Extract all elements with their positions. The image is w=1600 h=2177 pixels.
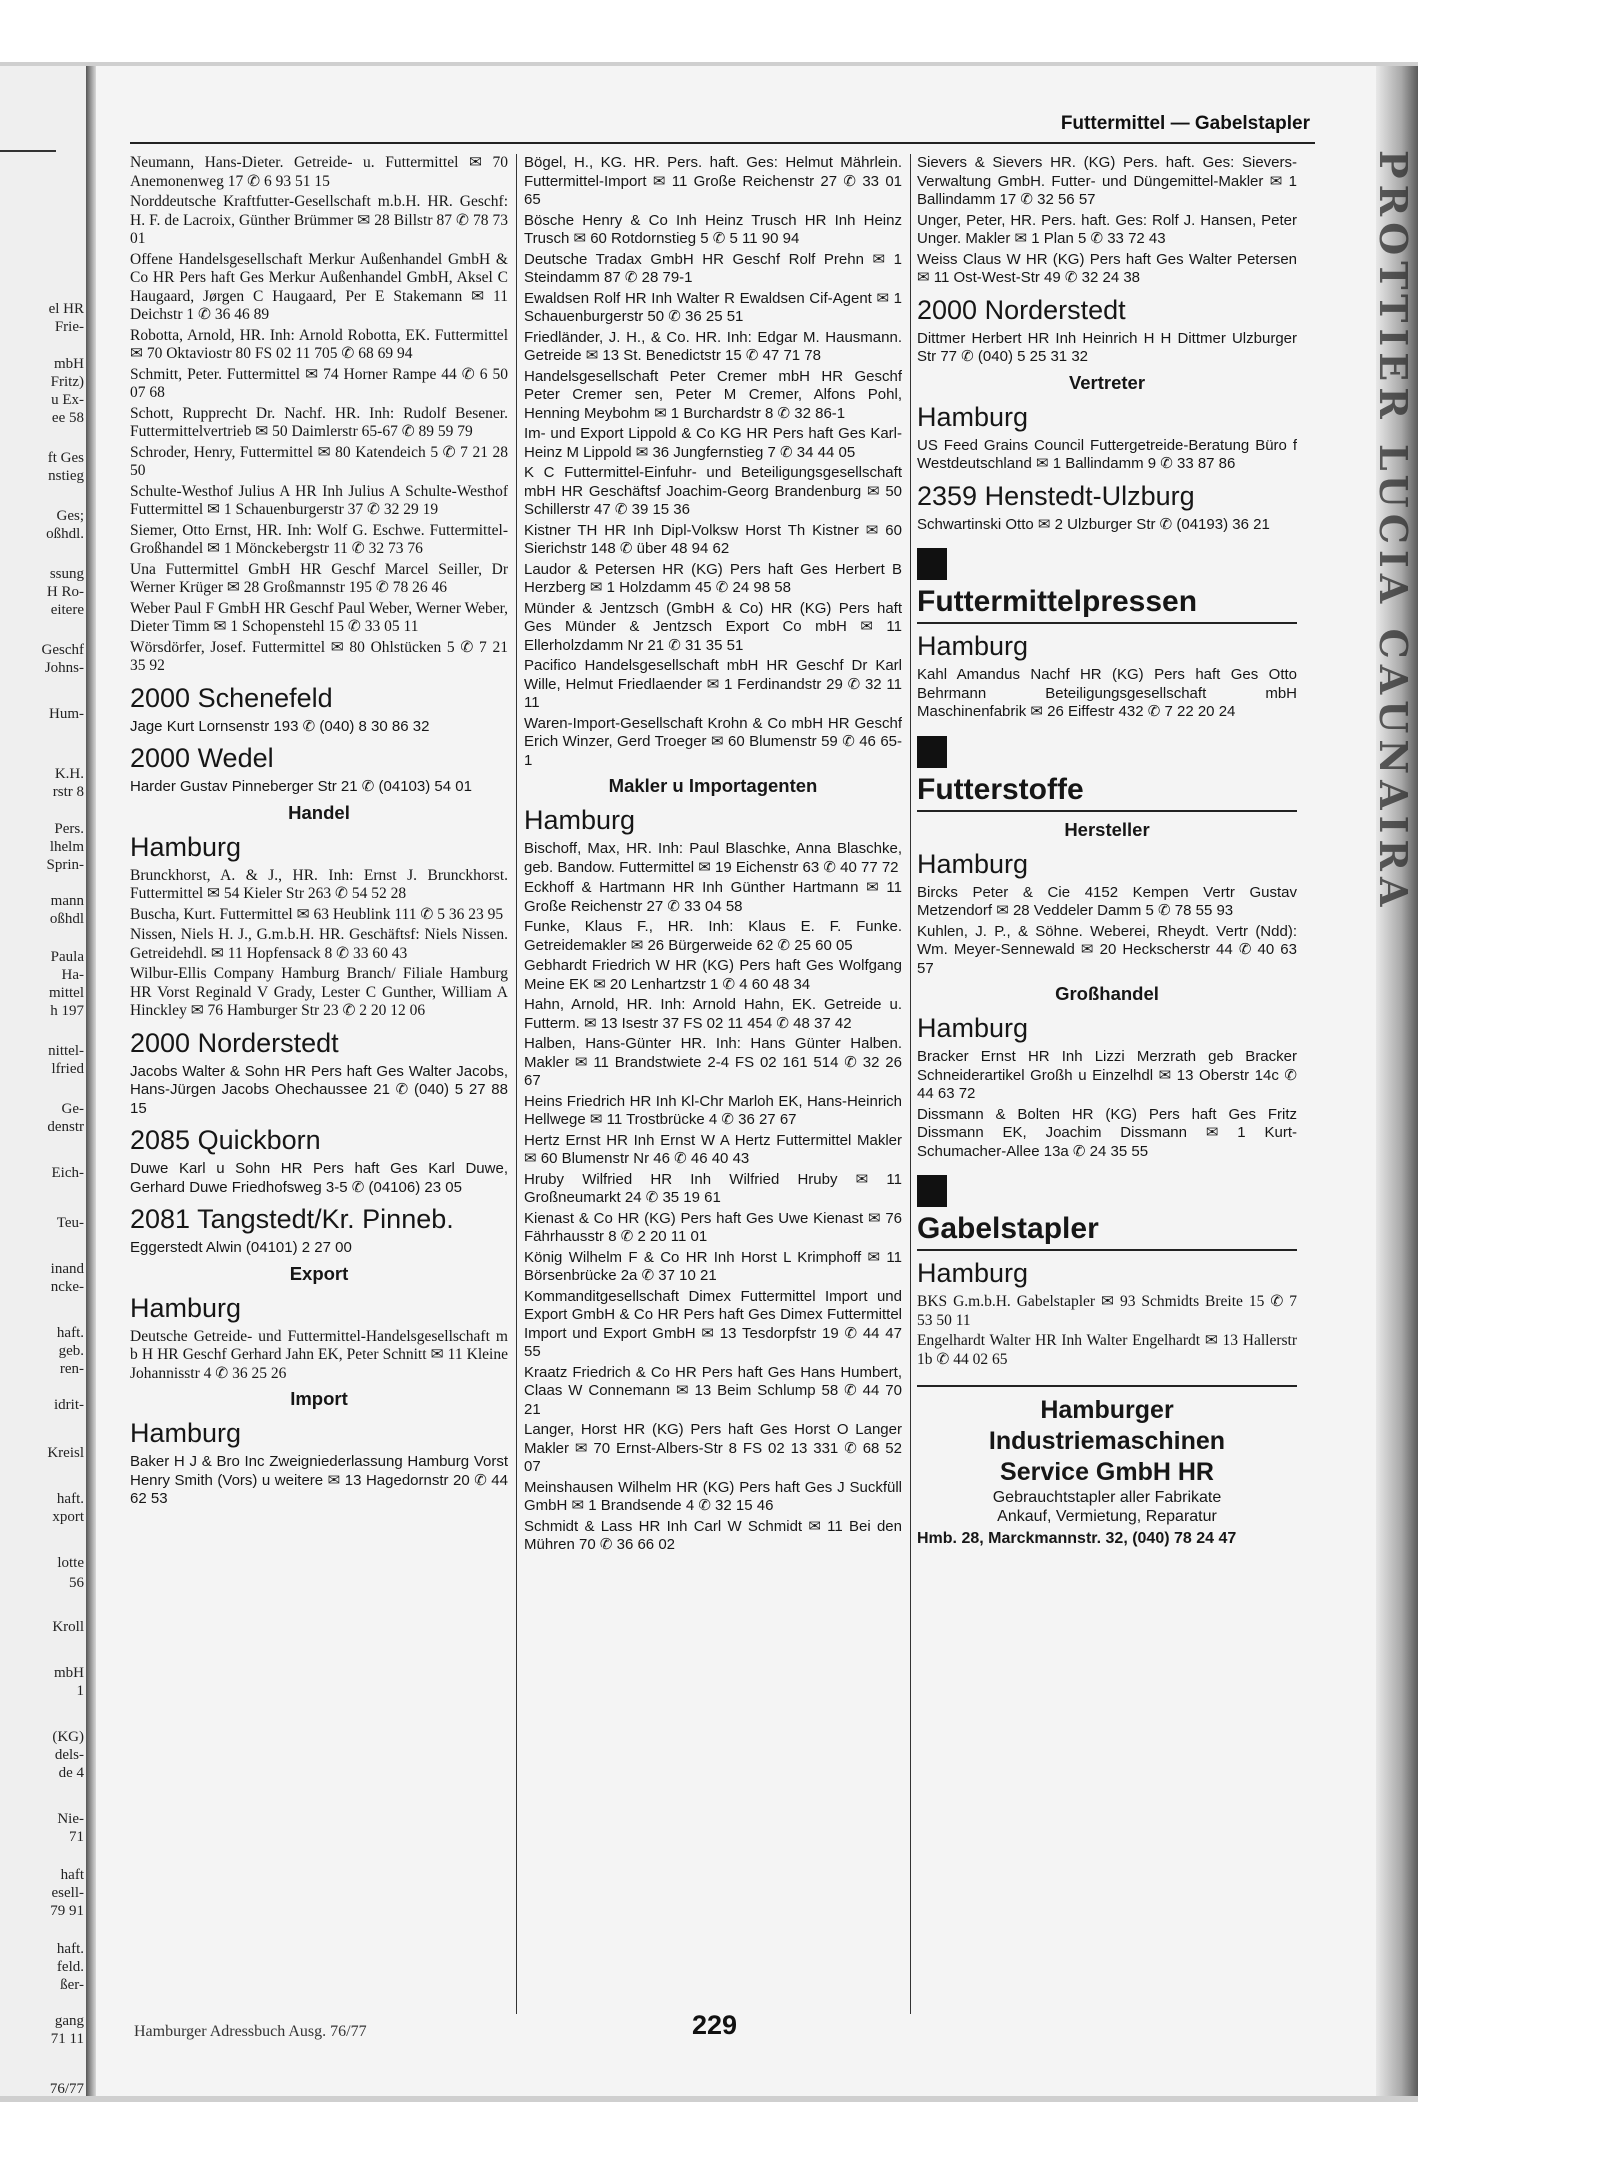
entry: Dissmann & Bolten HR (KG) Pers haft Ges Fritz Dissmann EK, Joachim Dissmann ✉ 1 Kurt-Schumacher-Allee 13a ✆ 24 35 55 <box>917 1105 1297 1160</box>
left-page-fragment: inand <box>50 1261 84 1277</box>
left-page-fragment: Paula <box>50 949 84 965</box>
left-page-fragment: lfried <box>51 1061 84 1077</box>
entry: Pacifico Handelsgesellschaft mbH HR Geschf Dr Karl Wille, Helmut Friedlaender ✉ 1 Ferdinandstr 29 ✆ 32 11 11 <box>524 657 902 711</box>
left-page-fragment: mittel <box>49 985 84 1001</box>
entry: Hertz Ernst HR Inh Ernst W A Hertz Futtermittel Makler ✉ 60 Blumenstr Nr 46 ✆ 46 40 43 <box>524 1131 902 1167</box>
left-page-fragment: Geschf <box>41 642 84 658</box>
left-page-rule <box>0 150 56 152</box>
subheading: Handel <box>288 801 350 823</box>
left-page-fragment: 56 <box>69 1575 84 1591</box>
left-page-fragment: el HR <box>48 301 84 317</box>
city-heading: Hamburg <box>917 401 1029 432</box>
left-page-fragment: ßer- <box>60 1977 84 1993</box>
entry: Kistner TH HR Inh Dipl-Volksw Horst Th Kistner ✉ 60 Sierichstr 148 ✆ über 48 94 62 <box>524 521 902 557</box>
advertisement <box>917 1385 1297 1548</box>
section-marker <box>917 548 947 580</box>
city-heading: Hamburg <box>917 631 1029 661</box>
subheading: Export <box>289 1262 349 1284</box>
entry: Engelhardt Walter HR Inh Walter Engelhardt ✉ 13 Hallerstr 1b ✆ 44 02 65 <box>917 1332 1297 1368</box>
left-page-fragment: Fritz) <box>50 374 84 390</box>
section-title: Gabelstapler <box>917 1212 1099 1245</box>
city-heading: 2000 Norderstedt <box>917 294 1126 325</box>
city-heading: 2000 Wedel <box>130 743 274 773</box>
left-page-fragment: oßhdl. <box>46 526 84 542</box>
entry: Im- und Export Lippold & Co KG HR Pers haft Ges Karl-Heinz M Lippold ✉ 36 Jungfernstieg 7 ✆ 34 44 05 <box>524 425 902 461</box>
left-page-fragment: xport <box>52 1509 84 1525</box>
ad-title-line: Hamburger <box>1040 1396 1174 1424</box>
left-page-fragment: Ge- <box>61 1101 84 1117</box>
entry: Baker H J & Bro Inc Zweigniederlassung Hamburg Vorst Henry Smith (Vors) u weitere ✉ 13 Hagedornstr 20 ✆ 44 62 53 <box>130 1453 508 1507</box>
section-rule <box>917 622 1297 624</box>
left-page-fragment: idrit- <box>54 1397 84 1413</box>
entry: BKS G.m.b.H. Gabelstapler ✉ 93 Schmidts Breite 15 ✆ 7 53 50 11 <box>917 1293 1297 1329</box>
entry: Weiss Claus W HR (KG) Pers haft Ges Walter Petersen ✉ 11 Ost-West-Str 49 ✆ 32 24 38 <box>917 250 1297 286</box>
city-heading: Hamburg <box>917 1013 1029 1043</box>
section-futtermittelpressen <box>917 548 1297 624</box>
left-page-fragment: K.H. <box>54 766 84 782</box>
left-page-fragment: geb. <box>58 1343 84 1359</box>
side-bleed-text: PROTTIER LUCIA CAUNAIRA <box>1371 150 1416 913</box>
entry-list <box>130 867 508 1021</box>
entry: US Feed Grains Council Futtergetreide-Beratung Büro f Westdeutschland ✉ 1 Ballindamm 9 ✆ 33 87 86 <box>917 436 1297 472</box>
left-page-fragment: Pers. <box>54 821 84 837</box>
left-page-fragment: Ges; <box>56 508 84 524</box>
city-heading: Hamburg <box>130 1418 242 1448</box>
subheading: Vertreter <box>1068 371 1146 393</box>
left-page-fragment: u Ex- <box>51 392 84 408</box>
left-page-fragment: lhelm <box>49 839 84 855</box>
left-page-fragment: Kroll <box>52 1619 84 1635</box>
entry: Handelsgesellschaft Peter Cremer mbH HR Geschf Peter Cremer sen, Peter M Cremer, Alfons Pohl, Henning Meybohm ✉ 1 Burchardstr 8 ✆ 32 86-1 <box>524 367 902 422</box>
left-page-fragment: Hum- <box>49 706 84 722</box>
entry-list <box>917 1048 1297 1161</box>
left-page-fragment: haft <box>60 1867 84 1883</box>
entry: Langer, Horst HR (KG) Pers haft Ges Horst O Langer Makler ✉ 70 Ernst-Albers-Str 8 FS 02 13 331 ✆ 68 52 07 <box>524 1421 902 1475</box>
left-page-fragment: Frie- <box>54 319 84 335</box>
left-page-fragment: ren- <box>59 1361 84 1377</box>
city-heading: Hamburg <box>130 1292 242 1323</box>
entry: Münder & Jentzsch (GmbH & Co) HR (KG) Pers haft Ges Münder & Jentzsch Export Co mbH ✉ 11 Ellerholzdamm Nr 21 ✆ 31 35 51 <box>524 599 902 654</box>
city-heading: 2085 Quickborn <box>130 1125 321 1155</box>
left-page-fragment: 1 <box>76 1683 84 1699</box>
city-heading: Hamburg <box>130 831 242 862</box>
city-heading: 2081 Tangstedt/Kr. Pinneb. <box>130 1204 454 1234</box>
left-page-fragment: dels- <box>54 1747 84 1763</box>
left-page-fragment: haft. <box>56 1491 84 1507</box>
entry-list <box>917 1293 1297 1369</box>
entry: Bischoff, Max, HR. Inh: Paul Blaschke, Anna Blaschke, geb. Bandow. Futtermittel ✉ 19 Eichenstr 63 ✆ 40 77 72 <box>524 840 902 876</box>
column-2 <box>524 154 902 2014</box>
left-page-fragment: mbH <box>54 356 84 372</box>
entry-list <box>524 840 902 1555</box>
left-page-fragment: esell- <box>51 1885 84 1901</box>
city-heading: Hamburg <box>524 805 636 835</box>
left-page-fragment: ee 58 <box>51 410 84 426</box>
left-page-fragment: 76/77 <box>49 2081 84 2097</box>
page-header: Futtermittel — Gabelstapler <box>1060 113 1310 134</box>
left-page-fragment: nittel- <box>48 1043 84 1059</box>
city-heading: 2359 Henstedt-Ulzburg <box>917 480 1195 511</box>
entry-list <box>917 884 1297 979</box>
entry: Nissen, Niels H. J., G.m.b.H. HR. Geschäftsf: Niels Nissen. Getreidehdl. ✉ 11 Hopfensack 8 ✆ 33 60 43 <box>130 926 508 962</box>
ad-description: Ankauf, Vermietung, Reparatur <box>997 1508 1217 1525</box>
ad-title-line: Service GmbH HR <box>1000 1458 1214 1486</box>
entry: Duwe Karl u Sohn HR Pers haft Ges Karl Duwe, Gerhard Duwe Friedhofsweg 3-5 ✆ (04106) 23 05 <box>130 1160 508 1196</box>
entry: Wörsdörfer, Josef. Futtermittel ✉ 80 Ohlstücken 5 ✆ 7 21 35 92 <box>130 638 508 674</box>
section-marker <box>917 1175 947 1207</box>
entry: Brunckhorst, A. & J., HR. Inh: Ernst J. Brunckhorst. Futtermittel ✉ 54 Kieler Str 263 ✆ 54 52 28 <box>130 866 508 902</box>
entry: Kraatz Friedrich & Co HR Pers haft Ges Hans Humbert, Claas W Connemann ✉ 13 Beim Schlump 58 ✆ 44 70 21 <box>524 1363 902 1418</box>
left-page-fragment: Sprin- <box>46 857 84 873</box>
entry: Deutsche Getreide- und Futtermittel-Handelsgesellschaft m b H HR Geschf Gerhard Jahn EK, Peter Schnitt ✉ 11 Kleine Johannisstr 4 ✆ 36 25 26 <box>130 1327 508 1382</box>
entry: Waren-Import-Gesellschaft Krohn & Co mbH HR Geschf Erich Winzer, Gerd Troeger ✉ 60 Blumenstr 59 ✆ 46 65-1 <box>524 714 902 769</box>
page-number: 229 <box>692 2010 738 2040</box>
column-separator <box>516 154 517 2014</box>
entry: Dittmer Herbert HR Inh Heinrich H H Dittmer Ulzburger Str 77 ✆ (040) 5 25 31 32 <box>917 329 1297 365</box>
entry: Unger, Peter, HR. Pers. haft. Ges: Rolf J. Hansen, Peter Unger. Makler ✉ 1 Plan 5 ✆ 33 72 43 <box>917 211 1297 247</box>
entry: Schmitt, Peter. Futtermittel ✉ 74 Horner Rampe 44 ✆ 6 50 07 68 <box>130 365 508 401</box>
entry: König Wilhelm F & Co HR Inh Horst L Krimphoff ✉ 11 Börsenbrücke 2a ✆ 37 10 21 <box>524 1248 902 1284</box>
city-heading: Hamburg <box>917 848 1029 879</box>
left-page-fragment: ssung <box>49 566 84 582</box>
left-page-fragment: Johns- <box>44 660 84 676</box>
left-page-fragment: feld. <box>56 1959 84 1975</box>
left-page-fragment: Kreisl <box>47 1445 84 1461</box>
entry: Harder Gustav Pinneberger Str 21 ✆ (04103) 54 01 <box>130 778 472 795</box>
entry: Schmidt & Lass HR Inh Carl W Schmidt ✉ 11 Bei den Mühren 70 ✆ 36 66 02 <box>524 1517 902 1553</box>
entry: Robotta, Arnold, HR. Inh: Arnold Robotta, EK. Futtermittel ✉ 70 Oktaviostr 80 FS 02 11 705 ✆ 68 69 94 <box>130 326 508 362</box>
left-page-fragment: Nie- <box>57 1811 84 1827</box>
left-page-fragment: ft Ges <box>47 450 84 466</box>
section-title: Futterstoffe <box>917 772 1084 806</box>
section-rule <box>917 1249 1297 1251</box>
subheading: Import <box>290 1388 348 1409</box>
entry: Siemer, Otto Ernst, HR. Inh: Wolf G. Eschwe. Futtermittel-Großhandel ✉ 1 Mönckebergstr 11 ✆ 32 73 76 <box>130 521 508 557</box>
entry: Ewaldsen Rolf HR Inh Walter R Ewaldsen Cif-Agent ✉ 1 Schauenburgerstr 50 ✆ 36 25 51 <box>524 289 902 325</box>
section-futterstoffe <box>917 736 1297 812</box>
entry: Jacobs Walter & Sohn HR Pers haft Ges Walter Jacobs, Hans-Jürgen Jacobs Ohechaussee 21 ✆ (040) 5 27 88 15 <box>130 1062 508 1117</box>
left-page-fragment: Teu- <box>56 1215 84 1231</box>
left-page-fragment: oßhdl <box>49 911 84 927</box>
entry: Buscha, Kurt. Futtermittel ✉ 63 Heublink 111 ✆ 5 36 23 95 <box>130 905 504 923</box>
entry: Deutsche Tradax GmbH HR Geschf Rolf Prehn ✉ 1 Steindamm 87 ✆ 28 79-1 <box>524 250 902 286</box>
city-heading: Hamburg <box>917 1258 1029 1288</box>
entry: Kienast & Co HR (KG) Pers haft Ges Uwe Kienast ✉ 76 Fährhausstr 8 ✆ 2 20 11 01 <box>524 1209 902 1245</box>
entry: Offene Handelsgesellschaft Merkur Außenhandel GmbH & Co HR Pers haft Ges Merkur Außenhandel GmbH, Aksel C Haugaard, Jørgen C Haugaard, Per E Stakemann ✉ 11 Deichstr 1 ✆ 36 46 89 <box>130 250 508 323</box>
entry: Gebhardt Friedrich W HR (KG) Pers haft Ges Wolfgang Meine EK ✉ 20 Lenhartzstr 1 ✆ 4 60 48 34 <box>524 957 902 993</box>
city-heading: 2000 Norderstedt <box>130 1027 339 1058</box>
entry: Hahn, Arnold, HR. Inh: Arnold Hahn, EK. Getreide u. Futterm. ✉ 13 Isestr 37 FS 02 11 454 ✆ 48 37 42 <box>524 996 902 1032</box>
column-1 <box>130 154 508 2014</box>
entry: Neumann, Hans-Dieter. Getreide- u. Futtermittel ✉ 70 Anemonenweg 17 ✆ 6 93 51 15 <box>130 154 508 190</box>
entry: Weber Paul F GmbH HR Geschf Paul Weber, Werner Weber, Dieter Timm ✉ 1 Schopenstehl 15 ✆ 33 05 11 <box>130 599 508 635</box>
section-rule <box>917 810 1297 812</box>
entry: Kuhlen, J. P., & Söhne. Weberei, Rheydt. Vertr (Ndd): Wm. Meyer-Sennewald ✉ 20 Heckscherstr 44 ✆ 40 63 57 <box>917 922 1297 977</box>
section-marker <box>917 736 947 768</box>
left-page-fragment: (KG) <box>52 1729 84 1745</box>
ad-address: Hmb. 28, Marckmannstr. 32, (040) 78 24 47 <box>917 1530 1237 1547</box>
footer-publication: Hamburger Adressbuch Ausg. 76/77 <box>134 2023 367 2040</box>
subheading: Makler u Importagenten <box>608 775 818 796</box>
entry: Heins Friedrich HR Inh Kl-Chr Marloh EK, Hans-Heinrich Hellwege ✉ 11 Trostbrücke 4 ✆ 36 27 67 <box>524 1092 902 1128</box>
entry: Schott, Rupprecht Dr. Nachf. HR. Inh: Rudolf Besener. Futtermittelvertrieb ✉ 50 Daimlerstr 65-67 ✆ 89 59 79 <box>130 404 508 440</box>
entry: Bircks Peter & Cie 4152 Kempen Vertr Gustav Metzendorf ✉ 28 Veddeler Damm 5 ✆ 78 55 93 <box>917 883 1297 919</box>
entry-list <box>917 154 1297 288</box>
entry: Halben, Hans-Günter HR. Inh: Hans Günter Halben. Makler ✉ 11 Brandstwiete 2-4 FS 02 161 514 ✆ 32 26 67 <box>524 1035 902 1089</box>
ad-description: Gebrauchtstapler aller Fabrikate <box>992 1489 1222 1506</box>
left-page-fragment: h 197 <box>50 1003 84 1019</box>
entry: Funke, Klaus F., HR. Inh: Klaus E. F. Funke. Getreidemakler ✉ 26 Bürgerweide 62 ✆ 25 60 05 <box>524 918 902 954</box>
left-page-fragment: Ha- <box>61 967 84 983</box>
entry: Kommanditgesellschaft Dimex Futtermittel Import und Export GmbH & Co HR Pers haft Ges Dimex Futtermittel Import und Export GmbH ✉ 13 Tesdorpfstr 19 ✆ 44 47 55 <box>524 1287 902 1360</box>
city-heading: 2000 Schenefeld <box>130 682 333 713</box>
entry: Schroder, Henry, Futtermittel ✉ 80 Katendeich 5 ✆ 7 21 28 50 <box>130 443 508 479</box>
entry-list <box>130 154 508 676</box>
left-page-fragment: 79 91 <box>50 1903 84 1919</box>
entry: Schwartinski Otto ✉ 2 Ulzburger Str ✆ (04193) 36 21 <box>917 515 1270 533</box>
entry: Friedländer, J. H., & Co. HR. Inh: Edgar M. Hausmann. Getreide ✉ 13 St. Benedictstr 15 ✆ 47 71 78 <box>524 328 902 364</box>
entry: Bracker Ernst HR Inh Lizzi Merzrath geb Bracker Schneiderartikel Großh u Einzelhdl ✉ 13 Oberstr 14c ✆ 44 63 72 <box>917 1048 1297 1102</box>
entry: Jage Kurt Lornsenstr 193 ✆ (040) 8 30 86 32 <box>130 717 430 735</box>
left-page-fragment: de 4 <box>58 1765 84 1781</box>
entry: K C Futtermittel-Einfuhr- und Beteiligungsgesellschaft mbH HR Geschäftsf Joachim-Georg Brandenburg ✉ 50 Schillerstr 47 ✆ 39 15 36 <box>524 464 902 518</box>
ad-title-line: Industriemaschinen <box>988 1427 1226 1455</box>
entry: Meinshausen Wilhelm HR (KG) Pers haft Ges J Suckfüll GmbH ✉ 1 Brandsende 4 ✆ 32 15 46 <box>524 1478 902 1514</box>
left-page-fragment: haft. <box>56 1941 84 1957</box>
entry: Kahl Amandus Nachf HR (KG) Pers haft Ges Otto Behrmann Beteiligungsgesellschaft mbH Maschinenfabrik ✉ 26 Eiffestr 432 ✆ 7 22 20 24 <box>917 666 1297 720</box>
left-page-fragment: 71 <box>69 1829 84 1845</box>
section-gabelstapler <box>917 1175 1297 1251</box>
book-spine <box>86 66 96 2096</box>
left-page-fragment: ncke- <box>50 1279 84 1295</box>
header-rule <box>130 142 1315 144</box>
left-page-fragment: lotte <box>57 1555 84 1571</box>
left-page-fragment: Eich- <box>51 1165 84 1181</box>
column-3 <box>917 154 1297 2014</box>
entry: Bösche Henry & Co Inh Heinz Trusch HR Inh Heinz Trusch ✉ 60 Rotdornstieg 5 ✆ 5 11 90 94 <box>524 211 902 247</box>
left-page-fragment: haft. <box>56 1325 84 1341</box>
subheading: Großhandel <box>1055 983 1159 1004</box>
column-separator <box>910 154 911 2014</box>
entry: Norddeutsche Kraftfutter-Gesellschaft m.b.H. HR. Geschf: H. F. de Lacroix, Günther Brümmer ✉ 28 Billstr 87 ✆ 78 73 01 <box>130 193 508 247</box>
entry: Laudor & Petersen HR (KG) Pers haft Ges Herbert B Herzberg ✉ 1 Holzdamm 45 ✆ 24 98 58 <box>524 560 902 596</box>
entry: Bögel, H., KG. HR. Pers. haft. Ges: Helmut Mährlein. Futtermittel-Import ✉ 11 Große Reichenstr 27 ✆ 33 01 65 <box>524 154 902 208</box>
left-page-fragment: denstr <box>47 1119 84 1135</box>
subheading: Hersteller <box>1064 818 1150 840</box>
entry-list <box>524 154 902 770</box>
left-page-fragment: mann <box>50 893 84 909</box>
left-page-fragment: eitere <box>50 602 84 618</box>
entry: Eggerstedt Alwin (04101) 2 27 00 <box>130 1239 352 1256</box>
left-page-fragment: mbH <box>54 1665 84 1681</box>
left-page-fragment: nstieg <box>48 468 84 484</box>
section-title: Futtermittelpressen <box>917 585 1198 618</box>
left-page-fragment: gang <box>54 2013 84 2029</box>
entry: Una Futtermittel GmbH HR Geschf Marcel Seiller, Dr Werner Krüger ✉ 28 Großmannstr 195 ✆ 78 26 46 <box>130 560 508 596</box>
left-page-fragment: 71 11 <box>50 2031 84 2047</box>
entry: Hruby Wilfried HR Inh Wilfried Hruby ✉ 11 Großneumarkt 24 ✆ 35 19 61 <box>524 1170 902 1206</box>
left-page-fragment: H Ro- <box>46 584 84 600</box>
entry: Schulte-Westhof Julius A HR Inh Julius A Schulte-Westhof Futtermittel ✉ 1 Schauenburgerstr 37 ✆ 32 29 19 <box>130 482 508 518</box>
left-page-fragment: rstr 8 <box>52 784 84 800</box>
entry: Eckhoff & Hartmann HR Inh Günther Hartmann ✉ 11 Große Reichenstr 27 ✆ 33 04 58 <box>524 879 902 915</box>
entry: Sievers & Sievers HR. (KG) Pers. haft. Ges: Sievers-Verwaltung GmbH. Futter- und Düngemittel-Makler ✉ 1 Ballindamm 17 ✆ 32 56 57 <box>917 154 1297 208</box>
entry: Wilbur-Ellis Company Hamburg Branch/ Filiale Hamburg HR Vorst Reginald V Grady, Lester C Gunther, William A Hinckley ✉ 76 Hamburger Str 23 ✆ 2 20 12 06 <box>130 965 508 1019</box>
